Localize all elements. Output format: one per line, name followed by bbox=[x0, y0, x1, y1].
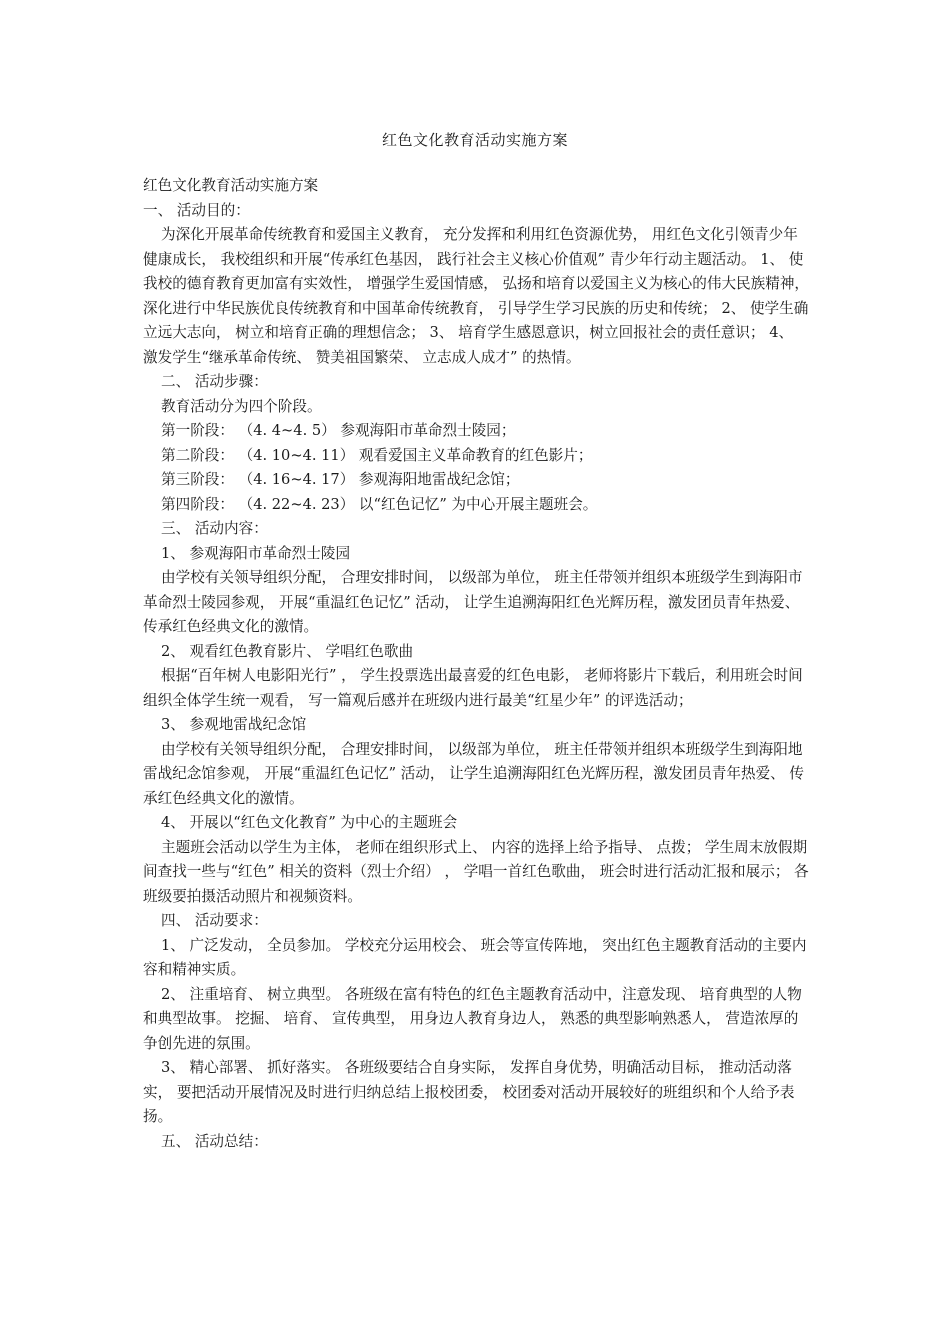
stage-2: 第二阶段： （4. 10~4. 11） 观看爱国主义革命教育的红色影片； bbox=[161, 446, 593, 464]
requirement-3: 3、 精心部署、 抓好落实。 各班级要结合自身实际， 发挥自身优势，明确活动目标， 推动活动落实， 要把活动开展情况及时进行归纳总结上报校团委， 校团委对活动开展较好的班组织和个人给予表扬。 bbox=[143, 1059, 795, 1125]
content-item-1-paragraph: 由学校有关领导组织分配， 合理安排时间， 以级部为单位， 班主任带领并组织本班级学生到海阳市革命烈士陵园参观， 开展“重温红色记忆” 活动， 让学生追溯海阳红色光辉历程，激发团员青年热爱、传承红色经典文化的激情。 bbox=[143, 569, 803, 635]
section-3-heading: 三、 活动内容： bbox=[161, 520, 268, 537]
stage-3: 第三阶段： （4. 16~4. 17） 参观海阳地雷战纪念馆； bbox=[161, 471, 520, 488]
document-title: 红色文化教育活动实施方案 bbox=[381, 131, 568, 149]
content-item-4-title: 4、 开展以“红色文化教育” 为中心的主题班会 bbox=[161, 814, 458, 831]
content-item-4-paragraph: 主题班会活动以学生为主体， 老师在组织形式上、 内容的选择上给予指导、 点拨； 学生周末放假期间查找一些与“红色” 相关的资料（烈士介绍） ， 学唱一首红色歌曲， 班会时进行活动汇报和展示； 各班级要拍摄活动照片和视频资料。 bbox=[143, 838, 809, 905]
content-item-3-title: 3、 参观地雷战纪念馆 bbox=[161, 716, 307, 733]
section-5-heading: 五、 活动总结： bbox=[161, 1132, 268, 1150]
stage-4: 第四阶段： （4. 22~4. 23） 以“红色记忆” 为中心开展主题班会。 bbox=[161, 495, 598, 513]
section-1-paragraph: 为深化开展革命传统教育和爱国主义教育， 充分发挥和利用红色资源优势， 用红色文化引领青少年健康成长， 我校组织和开展“传承红色基因， 践行社会主义核心价值观” 青少年行动主题活动。 1、 使我校的德育教育更加富有实效性， 增强学生爱国情感， 弘扬和培育以爱国主义为核心的伟大民族精神， 深化进行中华民族优良传统教育和中国革命传统教育， 引导学生学习民族的历史和传统； 2、 使学生确立远大志向， 树立和培育正确的理想信念； 3、 培育学生感恩意识，树立回报社会的责任意识； 4、 激发学生“继承革命传统、 赞美祖国繁荣、 立志成人成才” 的热情。 bbox=[143, 226, 810, 366]
content-item-3-paragraph: 由学校有关领导组织分配， 合理安排时间， 以级部为单位， 班主任带领并组织本班级学生到海阳地雷战纪念馆参观， 开展“重温红色记忆” 活动， 让学生追溯海阳红色光辉历程，激发团员青年热爱、 传承红色经典文化的激情。 bbox=[143, 740, 805, 807]
section-2-heading: 二、 活动步骤： bbox=[161, 373, 268, 390]
section-4-heading: 四、 活动要求： bbox=[161, 912, 268, 929]
requirement-1: 1、 广泛发动， 全员参加。 学校充分运用校会、 班会等宣传阵地， 突出红色主题教育活动的主要内容和精神实质。 bbox=[143, 936, 807, 978]
section-1-heading: 一、 活动目的： bbox=[143, 201, 250, 219]
section-2-intro: 教育活动分为四个阶段。 bbox=[161, 397, 322, 415]
content-item-2-paragraph: 根据“百年树人电影阳光行” ， 学生投票选出最喜爱的红色电影， 老师将影片下载后，利用班会时间组织全体学生统一观看， 写一篇观后感并在班级内进行最美“红星少年” 的评选活动； bbox=[143, 667, 803, 709]
content-item-1-title: 1、 参观海阳市革命烈士陵园 bbox=[161, 544, 351, 562]
content-item-2-title: 2、 观看红色教育影片、 学唱红色歌曲 bbox=[161, 642, 414, 660]
document-subtitle: 红色文化教育活动实施方案 bbox=[143, 177, 319, 194]
stage-1: 第一阶段： （4. 4~4. 5） 参观海阳市革命烈士陵园； bbox=[161, 422, 516, 439]
document-body bbox=[143, 174, 811, 1154]
requirement-2: 2、 注重培育、 树立典型。 各班级在富有特色的红色主题教育活动中，注意发现、 培育典型的人物和典型故事。 挖掘、 培育、 宣传典型， 用身边人教育身边人， 熟悉的典型影响熟悉人， 营造浓厚的争创先进的氛围。 bbox=[143, 985, 802, 1052]
